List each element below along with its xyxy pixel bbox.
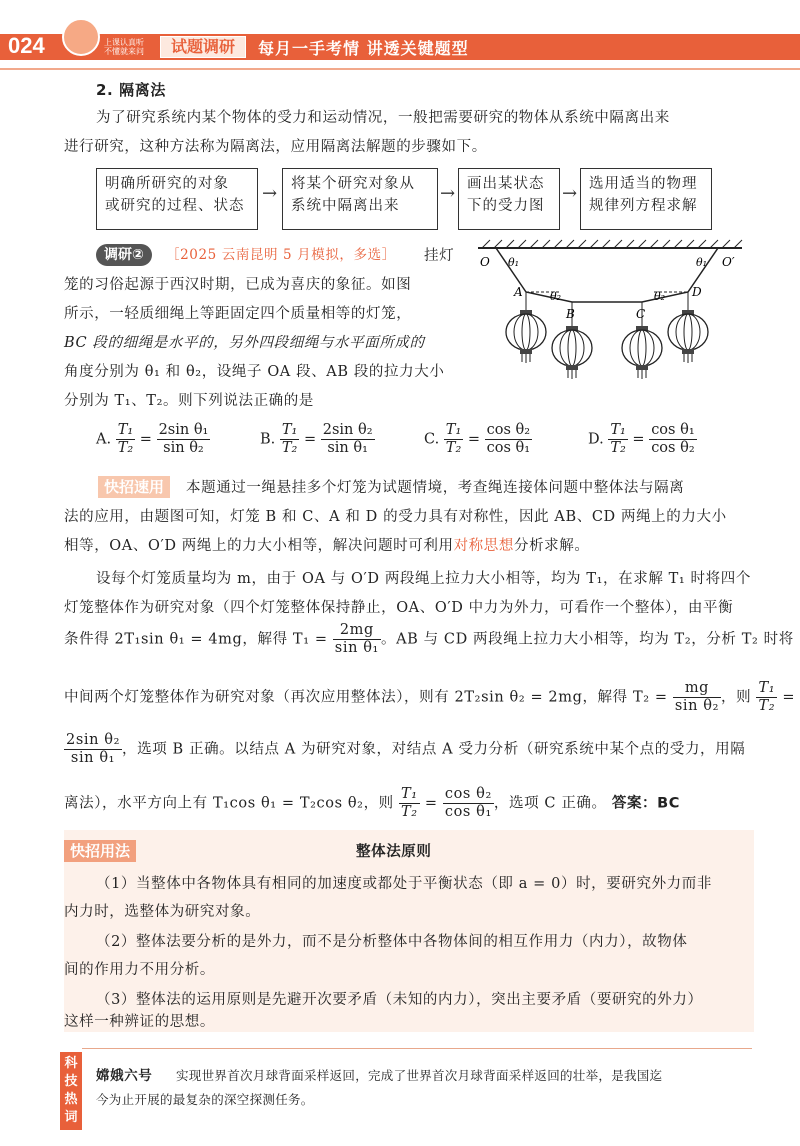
frac-num: 2mg [333, 622, 381, 640]
solution-text: ，选项 B 正确。以结点 A 为研究对象，对结点 A 受力分析（研究系统中某个点的受力，用隔 [122, 741, 746, 758]
frac-den: T₂ [281, 440, 298, 456]
label-o-prime: O′ [722, 255, 735, 269]
problem-line-1: 笼的习俗起源于西汉时期，已成为喜庆的象征。如图 [64, 277, 412, 293]
tip-3-l2: 这样一种辨证的思想。 [64, 1014, 215, 1030]
flow-step-1-line2: 或研究的过程、状态 [105, 198, 245, 214]
label-o: O [480, 255, 490, 269]
arrow-icon: → [562, 183, 578, 204]
flow-step-4-line2: 规律列方程求解 [589, 198, 698, 214]
problem-line-4: 角度分别为 θ₁ 和 θ₂，设绳子 OA 段、AB 段的拉力大小 [64, 364, 445, 380]
rope [496, 248, 718, 302]
section-title: 2. 隔离法 [96, 81, 166, 99]
equals: = [424, 795, 438, 812]
frac-den: T₂ [401, 804, 418, 820]
arrow-icon: → [440, 183, 456, 204]
solution-p1-l1: 本题通过一绳悬挂多个灯笼为试题情境，考查绳连接体问题中整体法与隔离 [186, 480, 685, 496]
frac-den: T₂ [758, 698, 776, 714]
lantern-b [552, 326, 592, 379]
tip-1-l1: （1）当整体中各物体具有相同的加速度或都处于平衡状态（即 a = 0）时，要研究外力而非 [96, 876, 712, 892]
flow-step-1 [96, 168, 258, 230]
choice-b[interactable] [260, 422, 375, 457]
tips-tag: 快招用法 [64, 840, 136, 862]
label-theta2-right: θ₂ [654, 290, 666, 303]
tip-3-l1: （3）整体法的运用原则是先避开次要矛盾（未知的内力），突出主要矛盾（要研究的外力） [96, 992, 703, 1008]
solution-text: 分析求解。 [513, 538, 590, 554]
label-d: D [692, 285, 702, 299]
frac-num: T₁ [610, 422, 626, 438]
highlight-text: 对称思想 [453, 538, 514, 554]
solution-p2-l1: 设每个灯笼质量均为 m，由于 OA 与 O′D 两段绳上拉力大小相等，均为 T₁，在求解 T₁ 时将四个 [96, 571, 751, 587]
frac-den: T₂ [117, 440, 134, 456]
tip-2-l1: （2）整体法要分析的是外力，而不是分析整体中各物体间的相互作用力（内力），故物体 [96, 934, 688, 950]
page-header [0, 0, 800, 78]
tip-1-l2: 内力时，选整体为研究对象。 [64, 904, 261, 920]
frac-den: cos θ₂ [651, 440, 695, 456]
frac-num: T₁ [445, 422, 462, 438]
tip-2-l2: 间的作用力不用分析。 [64, 962, 215, 978]
solution-p1-l2: 法的应用，由题图可知，灯笼 B 和 C、A 和 D 的受力具有对称性，因此 AB、CD 两绳上的力大小 [64, 509, 727, 525]
solution-p2-l4 [64, 680, 795, 715]
choice-c-label: C. [424, 431, 440, 448]
solution-text: 条件得 2T₁sin θ₁ = 4mg，解得 T₁ = [64, 631, 328, 648]
lantern-figure [470, 236, 750, 386]
equals: = [782, 689, 796, 706]
flow-step-2 [282, 168, 438, 230]
choice-a[interactable] [96, 422, 210, 457]
header-slogan: 每月一手考情 讲透关键题型 [258, 39, 469, 58]
footer-text-l1: 实现世界首次月球背面采样返回，完成了世界首次月球背面采样返回的壮举，是我国迄 [176, 1068, 663, 1083]
flow-step-2-line2: 系统中隔离出来 [291, 198, 400, 214]
flow-step-3 [458, 168, 560, 230]
problem-line-5: 分别为 T₁、T₂。则下列说法正确的是 [64, 393, 314, 409]
choice-d-label: D. [588, 431, 604, 448]
flow-step-3-line2: 下的受力图 [467, 198, 545, 214]
frac-num: cos θ₂ [486, 422, 531, 438]
arrow-icon: → [262, 183, 278, 204]
frac-num: T₁ [281, 422, 298, 438]
frac-den: sin θ₁ [70, 750, 116, 766]
lantern-d [668, 310, 708, 363]
solution-text: 中间两个灯笼整体作为研究对象（再次应用整体法），则有 2T₂sin θ₂ = 2mg，解得 T₂ = [64, 689, 668, 706]
frac-den: cos θ₁ [486, 440, 531, 456]
problem-badge: 调研② [96, 244, 152, 266]
flow-step-3-line1: 画出某状态 [467, 176, 545, 192]
flow-step-2-line1: 将某个研究对象从 [291, 176, 415, 192]
choice-b-label: B. [260, 431, 276, 448]
frac-num: cos θ₁ [651, 422, 695, 438]
answer-text: 答案：BC [611, 795, 681, 812]
equals: = [303, 431, 317, 448]
label-a: A [514, 285, 523, 299]
intro-line-1: 为了研究系统内某个物体的受力和运动情况，一般把需要研究的物体从系统中隔离出来 [96, 110, 670, 126]
solution-text: 离法），水平方向上有 T₁cos θ₁ = T₂cos θ₂，则 [64, 795, 394, 812]
solution-p1-l3 [64, 536, 589, 556]
solution-text: 相等，OA、O′D 两绳上的力大小相等，解决问题时可利用 [64, 538, 454, 554]
logo-small-text: 上课认真听 不懂就来问 [104, 38, 144, 56]
header-tag: 试题调研 [160, 36, 246, 58]
problem-source: ［2025 云南昆明 5 月模拟，多选］ [166, 247, 396, 263]
frac-den: sin θ₁ [334, 640, 379, 656]
equals: = [467, 431, 481, 448]
problem-line-0: 挂灯 [424, 248, 455, 264]
frac-den: sin θ₂ [674, 698, 720, 714]
frac-den: T₂ [610, 440, 626, 456]
solution-text: ，则 [721, 689, 752, 706]
solution-p2-l2: 灯笼整体作为研究对象（四个灯笼整体保持静止，OA、O′D 中力为外力，可看作一个整体），由平衡 [64, 600, 734, 616]
equals: = [632, 431, 645, 448]
solution-text: 。AB 与 CD 两段绳上拉力大小相等，均为 T₂，分析 T₂ 时将 [380, 631, 794, 648]
frac-den: sin θ₂ [163, 440, 204, 456]
flower-logo-icon [62, 18, 100, 56]
footer-text-l2: 今为止开展的最复杂的深空探测任务。 [96, 1092, 314, 1107]
frac-num: T₁ [117, 422, 134, 438]
frac-num: mg [673, 680, 721, 698]
frac-num: 2sin θ₁ [158, 422, 209, 438]
flow-step-4-line1: 选用适当的物理 [589, 176, 698, 192]
frac-num: T₁ [401, 786, 418, 802]
footer-term: 嫦娥六号 [96, 1068, 153, 1084]
page-number: 024 [8, 33, 45, 58]
flow-step-1-line1: 明确所研究的对象 [105, 176, 229, 192]
choice-c[interactable] [424, 422, 532, 457]
frac-num: T₁ [758, 680, 776, 696]
choice-a-label: A. [96, 431, 112, 448]
label-c: C [636, 307, 646, 321]
lantern-a [506, 310, 546, 363]
solution-p2-l6 [64, 786, 680, 821]
label-theta1-right: θ₁ [696, 256, 708, 269]
frac-num: 2sin θ₂ [66, 732, 120, 748]
frac-den: T₂ [445, 440, 462, 456]
frac-den: cos θ₁ [444, 804, 492, 820]
header-divider [0, 68, 800, 70]
solution-text: ，选项 C 正确。 [493, 795, 607, 812]
frac-den: sin θ₁ [327, 440, 368, 456]
solution-tag: 快招速用 [98, 476, 170, 498]
label-b: B [566, 307, 575, 321]
label-theta1-left: θ₁ [508, 256, 520, 269]
footer-divider [82, 1048, 752, 1049]
frac-num: cos θ₂ [444, 786, 492, 802]
label-theta2-left: θ₂ [550, 290, 562, 303]
problem-line-3: BC 段的细绳是水平的，另外四段细绳与水平面所成的 [64, 335, 425, 351]
lantern-c [622, 326, 662, 379]
solution-p2-l3 [64, 622, 794, 657]
flow-step-4 [580, 168, 712, 230]
frac-num: 2sin θ₂ [322, 422, 373, 438]
footer-side-tab: 科技热词 [60, 1052, 82, 1130]
problem-line-2: 所示，一轻质细绳上等距固定四个质量相等的灯笼， [64, 306, 412, 322]
equals: = [139, 431, 152, 448]
choice-d[interactable] [588, 422, 697, 457]
intro-line-2: 进行研究，这种方法称为隔离法，应用隔离法解题的步骤如下。 [64, 139, 487, 155]
solution-p2-l5 [64, 732, 745, 767]
tips-title: 整体法原则 [356, 844, 432, 860]
